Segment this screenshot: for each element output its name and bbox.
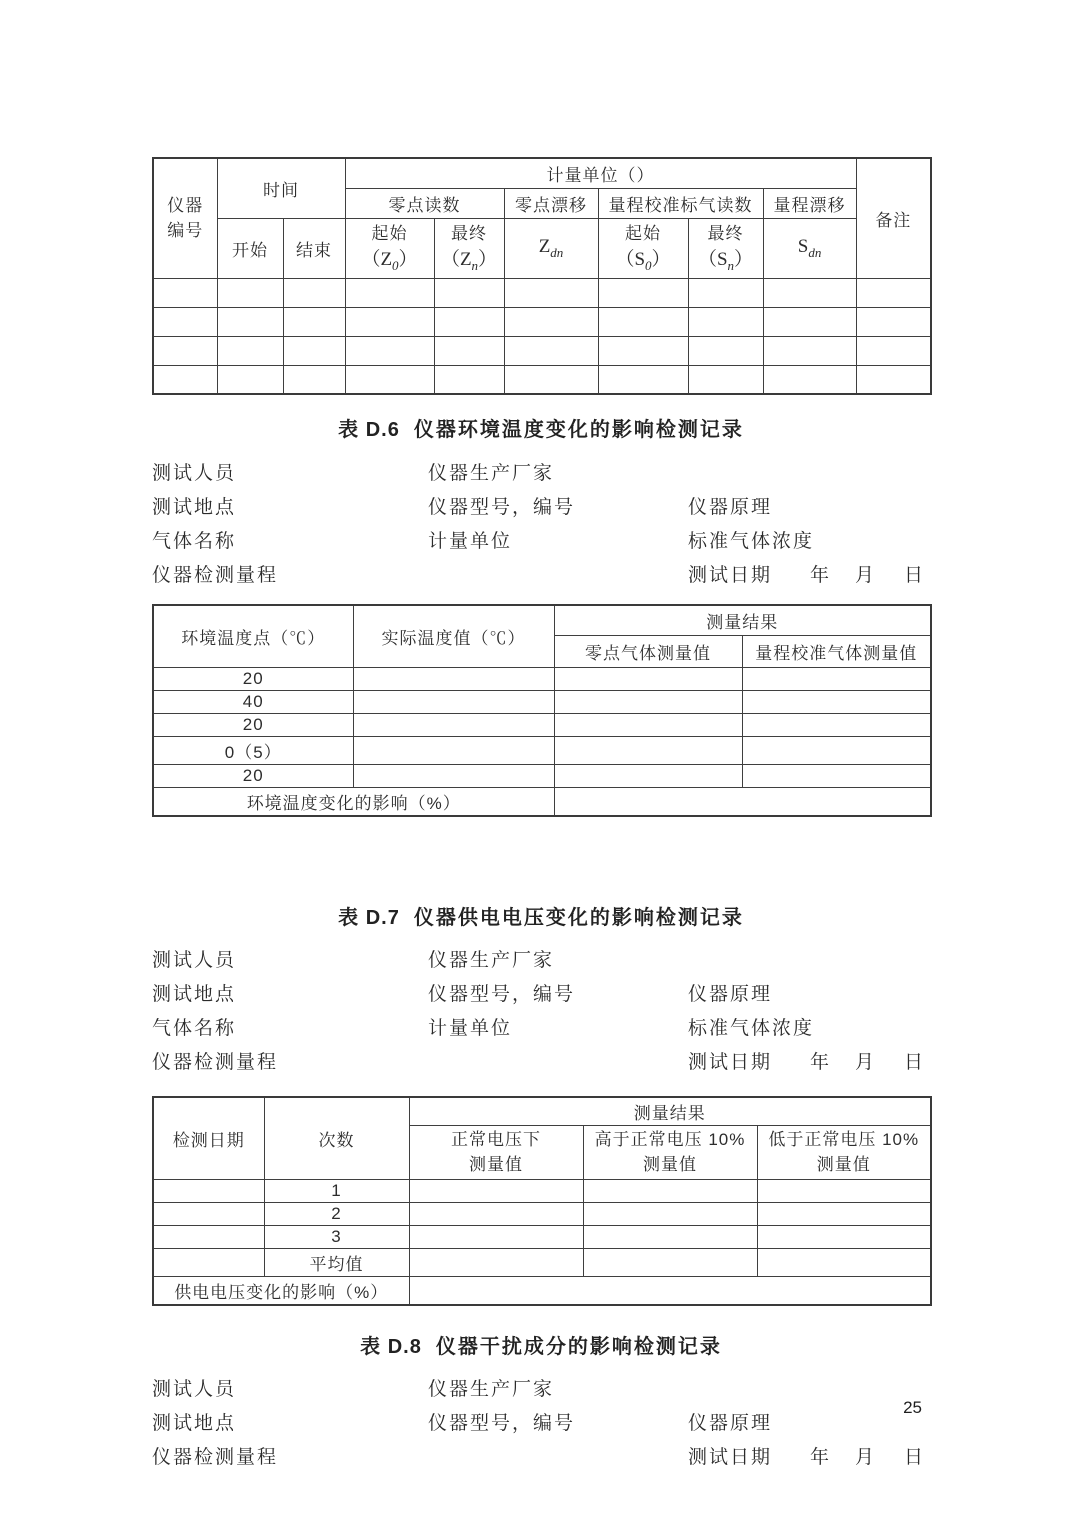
voltage-influence-table [152, 1096, 932, 1306]
empty-cell [153, 1202, 264, 1225]
empty-cell [409, 1225, 583, 1248]
form-row [152, 942, 930, 976]
date-day: 日 [904, 564, 926, 586]
table-row [153, 1225, 931, 1248]
field-label-principle: 仪器原理 [688, 984, 773, 1005]
empty-cell [757, 1202, 931, 1225]
date-month: 月 [855, 1052, 877, 1073]
empty-cell [583, 1179, 757, 1202]
drift-empty-rows [153, 278, 931, 394]
field-label-unit: 计量单位 [428, 530, 513, 552]
empty-cell [583, 1248, 757, 1276]
table-row [153, 1202, 931, 1225]
times-value: 平均值 [264, 1248, 409, 1276]
empty-cell [345, 365, 434, 394]
empty-cell [217, 307, 283, 336]
empty-cell [153, 1248, 264, 1276]
empty-cell [153, 336, 217, 365]
field-label-std-gas: 标准气体浓度 [688, 530, 815, 552]
field-label-model: 仪器型号，编号 [428, 496, 576, 518]
empty-record-row [153, 307, 931, 336]
date-year: 年 [810, 564, 832, 586]
symbol-zdn: $Z_{dn}$ [538, 235, 564, 260]
symbol-zn: $(Z_n)$ [440, 249, 498, 273]
form-row [152, 1371, 930, 1405]
field-label-range: 仪器检测量程 [152, 1052, 279, 1073]
col-header-span-initial: 起始 $(S_0)$ [598, 218, 688, 278]
temp-point-value: 20 [153, 713, 353, 736]
empty-cell [598, 336, 688, 365]
d6-form [152, 454, 930, 590]
field-label-manufacturer: 仪器生产厂家 [428, 1379, 555, 1400]
field-label-tester: 测试人员 [152, 1379, 237, 1400]
field-label-manufacturer: 仪器生产厂家 [428, 950, 555, 971]
col-header-zero-final: 最终 $(Z_n)$ [434, 218, 504, 278]
footer-row [153, 787, 931, 816]
empty-cell [554, 690, 742, 713]
empty-cell [742, 667, 931, 690]
col-header-zero-initial: 起始 $(Z_0)$ [345, 218, 434, 278]
empty-cell [353, 764, 554, 787]
col-header-times: 次数 [264, 1097, 409, 1180]
empty-record-row [153, 365, 931, 394]
empty-cell [504, 365, 598, 394]
form-row [152, 1010, 930, 1044]
col-header-sdn [763, 218, 856, 278]
empty-cell [345, 278, 434, 307]
col-header-span-reading: 量程校准标气读数 [598, 188, 763, 218]
empty-cell [353, 713, 554, 736]
field-label-range: 仪器检测量程 [152, 1447, 279, 1468]
empty-cell [283, 307, 345, 336]
empty-cell [434, 336, 504, 365]
voltage-influence-label: 供电电压变化的影响（%） [153, 1276, 409, 1305]
empty-cell [554, 713, 742, 736]
empty-cell [757, 1225, 931, 1248]
empty-cell [856, 365, 931, 394]
empty-cell [598, 307, 688, 336]
table-row [153, 667, 931, 690]
empty-cell [688, 365, 763, 394]
temp-point-value: 40 [153, 690, 353, 713]
field-label-principle: 仪器原理 [688, 496, 773, 518]
col-header-zero-gas: 零点气体测量值 [554, 635, 742, 667]
table-d7-title: 表 D.7 仪器供电电压变化的影响检测记录 [338, 906, 744, 929]
table-row [153, 764, 931, 787]
field-label-tester: 测试人员 [152, 462, 237, 484]
empty-cell [757, 1179, 931, 1202]
temp-influence-label: 环境温度变化的影响（%） [153, 787, 554, 816]
empty-cell [353, 667, 554, 690]
empty-cell [742, 690, 931, 713]
col-header-temp-point: 环境温度点（℃） [153, 605, 353, 667]
drift-record-table [152, 157, 932, 395]
col-header-zero-drift: 零点漂移 [504, 188, 598, 218]
col-header-result: 测量结果 [409, 1097, 931, 1126]
empty-record-row [153, 336, 931, 365]
empty-cell [409, 1276, 931, 1305]
footer-row [153, 1276, 931, 1305]
empty-cell [742, 736, 931, 764]
empty-cell [856, 336, 931, 365]
empty-cell [345, 307, 434, 336]
field-label-unit: 计量单位 [428, 1018, 513, 1039]
temp-point-value: 0（5） [153, 736, 353, 764]
field-label-location: 测试地点 [152, 496, 237, 518]
table-d6-title: 表 D.6 仪器环境温度变化的影响检测记录 [338, 419, 744, 441]
date-month: 月 [855, 564, 877, 586]
empty-cell [153, 278, 217, 307]
empty-cell [217, 336, 283, 365]
col-header-unit: 计量单位（） [345, 158, 856, 188]
col-header-temp-actual: 实际温度值（℃） [353, 605, 554, 667]
col-header-time: 时间 [217, 158, 345, 218]
col-header-start: 开始 [217, 218, 283, 278]
empty-cell [434, 278, 504, 307]
empty-cell [856, 307, 931, 336]
symbol-sdn: $S_{dn}$ [797, 235, 822, 260]
field-label-model: 仪器型号，编号 [428, 984, 576, 1005]
empty-cell [217, 365, 283, 394]
form-row [152, 522, 930, 556]
table-d8-title: 表 D.8 仪器干扰成分的影响检测记录 [360, 1335, 722, 1358]
empty-cell [409, 1179, 583, 1202]
date-day: 日 [904, 1447, 926, 1468]
empty-cell [763, 365, 856, 394]
times-value: 3 [264, 1225, 409, 1248]
empty-cell [283, 278, 345, 307]
empty-cell [763, 307, 856, 336]
empty-cell [763, 278, 856, 307]
col-header-zdn [504, 218, 598, 278]
date-day: 日 [904, 1052, 926, 1073]
empty-cell [345, 336, 434, 365]
empty-cell [554, 787, 931, 816]
table-row [153, 690, 931, 713]
empty-cell [153, 365, 217, 394]
symbol-sn: $(S_n)$ [697, 249, 754, 273]
header-row-3 [153, 218, 931, 278]
col-header-span-drift: 量程漂移 [763, 188, 856, 218]
col-header-normal-voltage: 正常电压下 测量值 [409, 1125, 583, 1179]
empty-cell [153, 1179, 264, 1202]
field-label-model: 仪器型号，编号 [428, 1413, 576, 1434]
header-row-1 [153, 158, 931, 188]
empty-cell [153, 1225, 264, 1248]
empty-cell [217, 278, 283, 307]
empty-cell [554, 736, 742, 764]
field-label-gas-name: 气体名称 [152, 1018, 237, 1039]
empty-cell [688, 278, 763, 307]
times-value: 1 [264, 1179, 409, 1202]
field-label-principle: 仪器原理 [688, 1413, 773, 1434]
field-label-range: 仪器检测量程 [152, 564, 279, 586]
d7-form [152, 942, 930, 1078]
col-header-instrument-no: 仪器 编号 [153, 158, 217, 278]
field-label-test-date: 测试日期 年 月 日 [688, 1442, 930, 1469]
empty-cell [688, 336, 763, 365]
col-header-zero-reading: 零点读数 [345, 188, 504, 218]
form-row [152, 976, 930, 1010]
empty-cell [153, 307, 217, 336]
empty-cell [554, 667, 742, 690]
temp-point-value: 20 [153, 667, 353, 690]
col-header-end: 结束 [283, 218, 345, 278]
field-label-manufacturer: 仪器生产厂家 [428, 462, 555, 484]
empty-cell [583, 1202, 757, 1225]
empty-cell [554, 764, 742, 787]
date-year: 年 [810, 1447, 832, 1468]
empty-cell [583, 1225, 757, 1248]
empty-record-row [153, 278, 931, 307]
d8-form [152, 1371, 930, 1473]
page-number: 25 [903, 1398, 922, 1417]
temperature-influence-table [152, 604, 932, 817]
empty-cell [409, 1202, 583, 1225]
col-header-lower-voltage: 低于正常电压 10% 测量值 [757, 1125, 931, 1179]
date-month: 月 [855, 1447, 877, 1468]
empty-cell [504, 278, 598, 307]
field-label-tester: 测试人员 [152, 950, 237, 971]
form-row [152, 488, 930, 522]
field-label-location: 测试地点 [152, 984, 237, 1005]
field-label-test-date: 测试日期 年 月 日 [688, 560, 930, 587]
form-row [152, 454, 930, 488]
empty-cell [283, 365, 345, 394]
empty-cell [434, 365, 504, 394]
empty-cell [504, 307, 598, 336]
form-row [152, 1439, 930, 1473]
empty-cell [598, 278, 688, 307]
empty-cell [434, 307, 504, 336]
empty-cell [504, 336, 598, 365]
empty-cell [742, 713, 931, 736]
empty-cell [353, 690, 554, 713]
table-row [153, 736, 931, 764]
form-row [152, 1044, 930, 1078]
temp-point-value: 20 [153, 764, 353, 787]
times-value: 2 [264, 1202, 409, 1225]
col-header-higher-voltage: 高于正常电压 10% 测量值 [583, 1125, 757, 1179]
empty-cell [409, 1248, 583, 1276]
form-row [152, 1405, 930, 1439]
empty-cell [688, 307, 763, 336]
field-label-location: 测试地点 [152, 1413, 237, 1434]
empty-cell [742, 764, 931, 787]
col-header-test-date: 检测日期 [153, 1097, 264, 1180]
date-year: 年 [810, 1052, 832, 1073]
field-label-gas-name: 气体名称 [152, 530, 237, 552]
col-header-span-final: 最终 $(S_n)$ [688, 218, 763, 278]
empty-cell [598, 365, 688, 394]
symbol-s0: $(S_0)$ [615, 249, 671, 273]
symbol-z0: $(Z_0)$ [361, 249, 418, 273]
table-row [153, 713, 931, 736]
col-header-span-gas: 量程校准气体测量值 [742, 635, 931, 667]
table-row [153, 1179, 931, 1202]
form-row [152, 556, 930, 590]
empty-cell [757, 1248, 931, 1276]
empty-cell [353, 736, 554, 764]
header-row-1 [153, 1097, 931, 1126]
col-header-result: 测量结果 [554, 605, 931, 635]
header-row-1 [153, 605, 931, 635]
col-header-remark: 备注 [856, 158, 931, 278]
empty-cell [763, 336, 856, 365]
empty-cell [283, 336, 345, 365]
field-label-test-date: 测试日期 年 月 日 [688, 1047, 930, 1074]
field-label-std-gas: 标准气体浓度 [688, 1018, 815, 1039]
table-row [153, 1248, 931, 1276]
empty-cell [856, 278, 931, 307]
